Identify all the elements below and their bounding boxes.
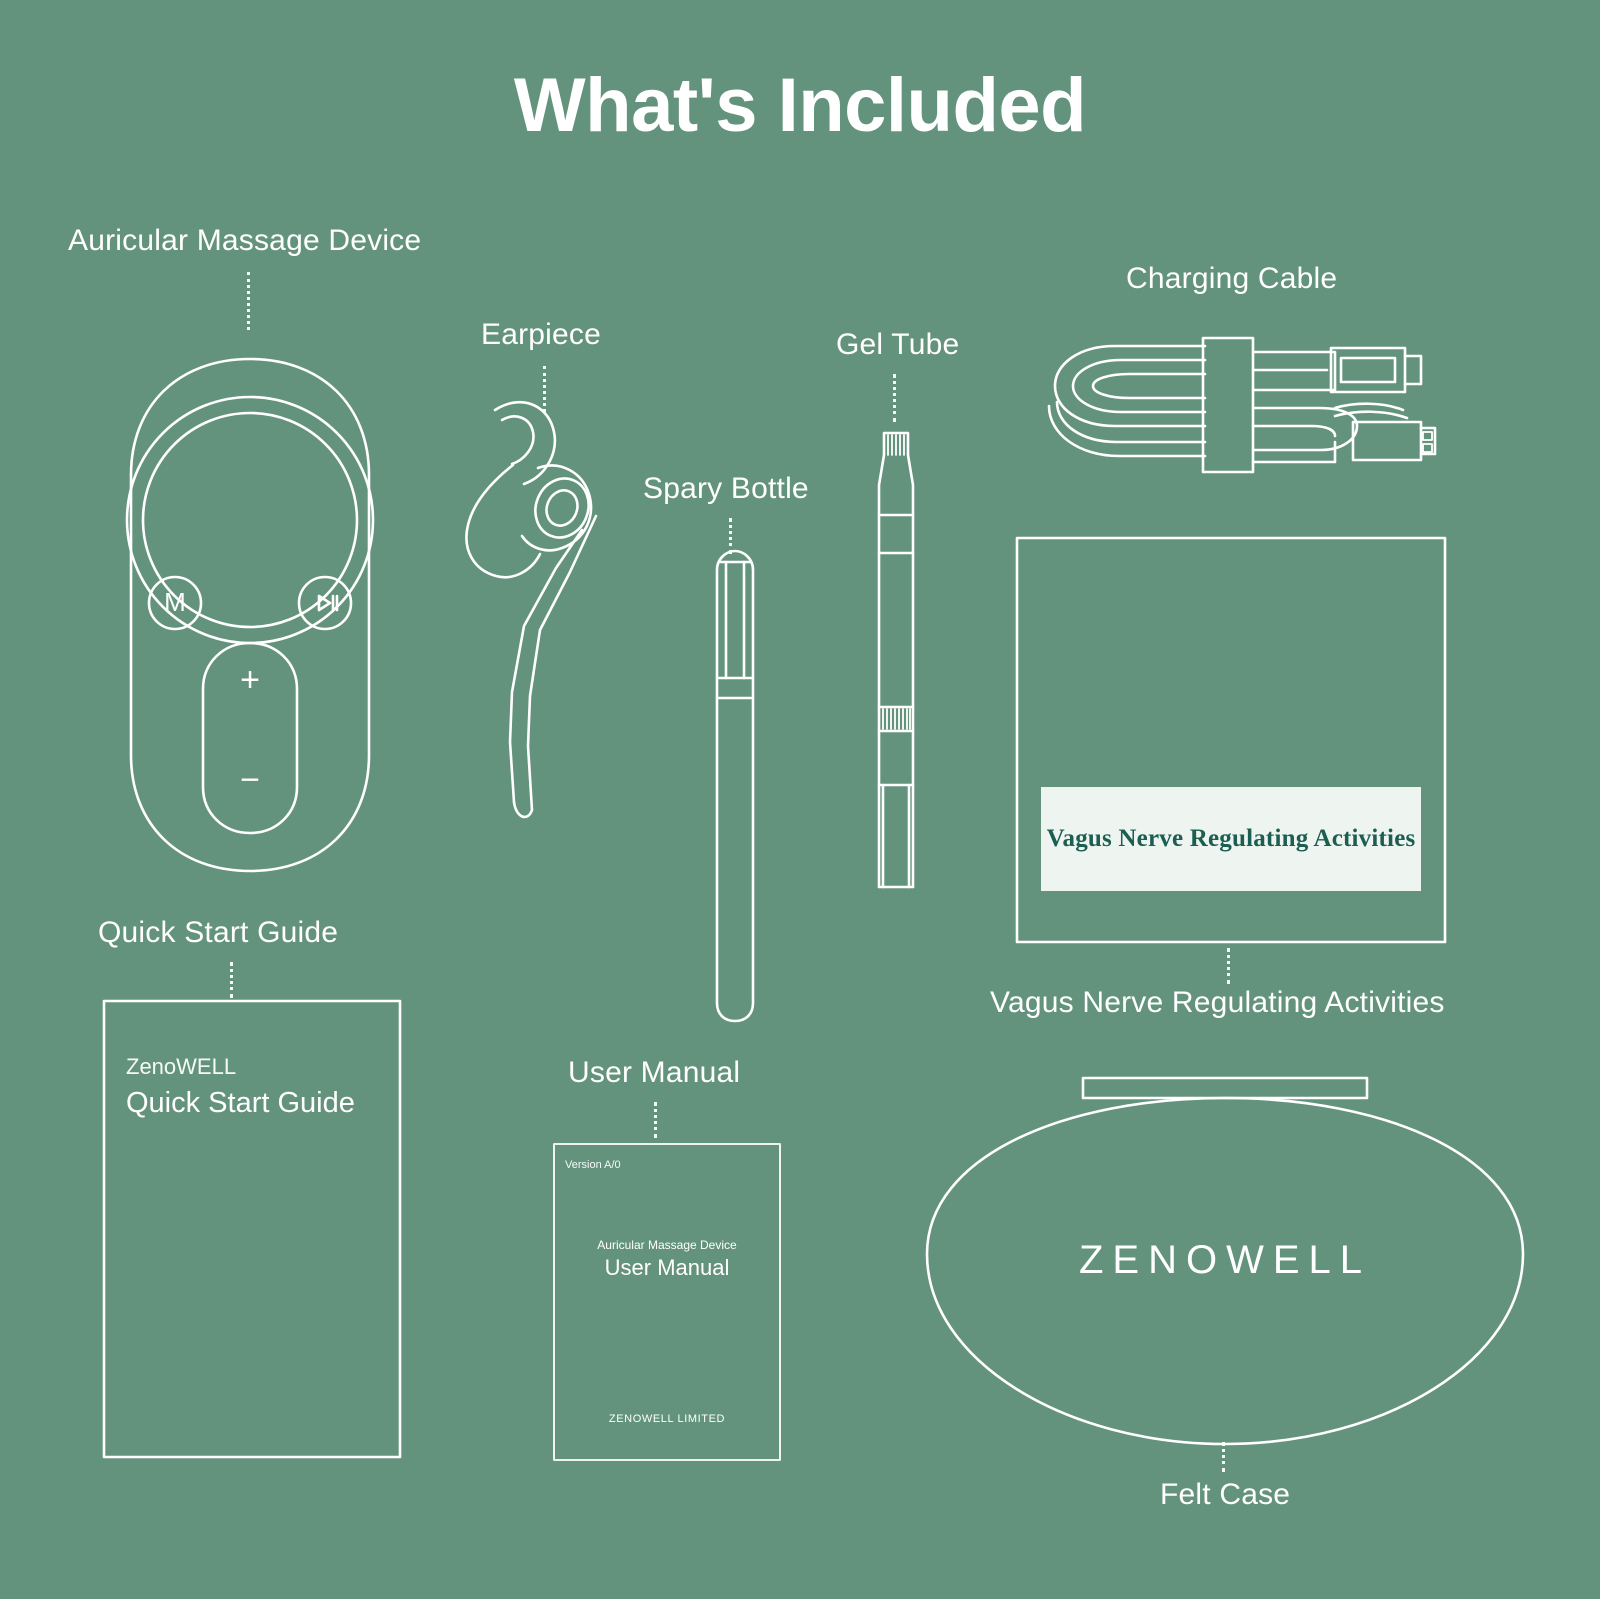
user-manual-version: Version A/0 bbox=[565, 1159, 621, 1171]
label-user-manual: User Manual bbox=[568, 1056, 741, 1089]
user-manual-illustration bbox=[553, 1143, 781, 1461]
page-title: What's Included bbox=[513, 63, 1087, 148]
qsg-title: Quick Start Guide bbox=[126, 1087, 355, 1119]
label-spray-bottle: Spary Bottle bbox=[643, 472, 809, 505]
label-gel-tube: Gel Tube bbox=[836, 328, 960, 361]
vagus-nerve-card bbox=[1041, 787, 1421, 891]
felt-case-illustration bbox=[915, 1060, 1535, 1460]
quick-start-guide-illustration bbox=[102, 999, 402, 1459]
label-earpiece: Earpiece bbox=[481, 318, 602, 351]
label-quick-start-guide: Quick Start Guide bbox=[98, 916, 339, 949]
vagus-nerve-card-text: Vagus Nerve Regulating Activities bbox=[1046, 825, 1416, 852]
earpiece-illustration bbox=[450, 390, 660, 840]
volume-down-label[interactable]: − bbox=[240, 761, 260, 799]
label-vagus-nerve-activities: Vagus Nerve Regulating Activities bbox=[990, 986, 1445, 1019]
user-manual-footer: ZENOWELL LIMITED bbox=[608, 1413, 726, 1425]
label-charging-cable: Charging Cable bbox=[1126, 262, 1338, 295]
leader-user-manual bbox=[654, 1102, 657, 1138]
auricular-massage-device-illustration bbox=[125, 355, 375, 875]
leader-vagus-nerve bbox=[1227, 948, 1230, 984]
volume-up-label[interactable]: + bbox=[240, 661, 260, 699]
gel-tube-illustration bbox=[870, 425, 922, 895]
user-manual-title: User Manual bbox=[604, 1255, 730, 1280]
felt-case-brand: ZENOWELL bbox=[1078, 1238, 1372, 1282]
leader-felt-case bbox=[1222, 1442, 1225, 1472]
mode-button-label[interactable]: M bbox=[164, 587, 186, 617]
qsg-brand: ZenoWELL bbox=[126, 1054, 237, 1079]
charging-cable-illustration bbox=[1035, 330, 1455, 490]
spray-bottle-illustration bbox=[700, 548, 770, 1028]
user-manual-subtitle: Auricular Massage Device bbox=[597, 1238, 737, 1252]
leader-gel-tube bbox=[893, 374, 896, 422]
leader-quick-start-guide bbox=[230, 962, 233, 998]
leader-auricular-massage-device bbox=[247, 272, 250, 330]
label-auricular-massage-device: Auricular Massage Device bbox=[68, 224, 422, 257]
label-felt-case: Felt Case bbox=[1160, 1478, 1291, 1511]
